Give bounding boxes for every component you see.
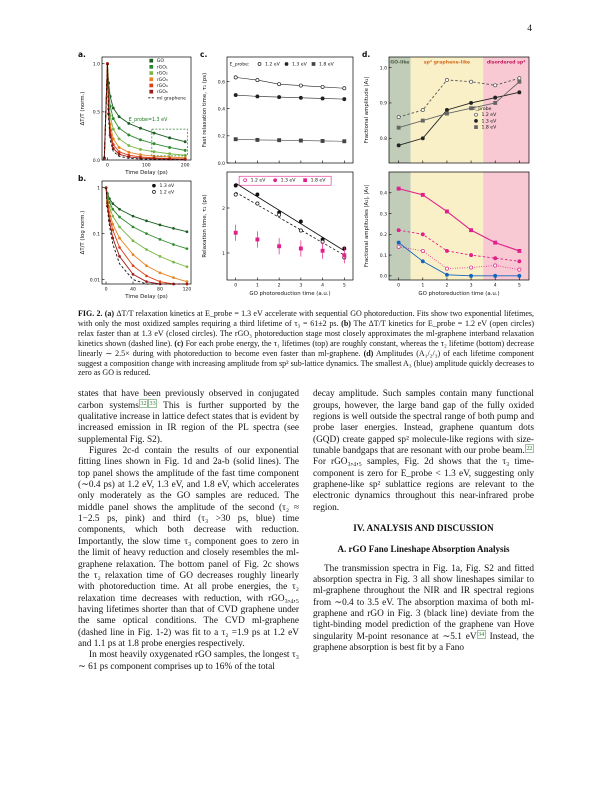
svg-text:1: 1 — [421, 283, 425, 289]
svg-text:Time Delay (ps): Time Delay (ps) — [125, 294, 168, 300]
body-columns — [78, 389, 534, 673]
panel-b — [78, 176, 196, 300]
svg-text:rGO₄: rGO₄ — [156, 83, 168, 89]
chart-c-top — [200, 52, 358, 167]
panel-d-label: d. — [362, 50, 371, 59]
svg-text:0: 0 — [397, 283, 401, 289]
citation-link[interactable]: 22 — [526, 445, 533, 453]
svg-text:0.4: 0.4 — [217, 107, 225, 113]
svg-text:0.0: 0.0 — [379, 274, 387, 280]
left-column — [78, 389, 299, 673]
caption-b-tag: (b) — [341, 318, 351, 328]
svg-text:E_probe=1.3 eV: E_probe=1.3 eV — [128, 117, 168, 123]
caption-a-text: ΔT/T relaxation kinetics at E_probe = 1.3 eV accelerate with sequential GO photoreduction. Fits show two exponential lifetimes, with only the most oxidized samples requiring a third lifetime of τ₃ = 61±2 ps. — [78, 309, 534, 328]
caption-a-tag: (a) — [104, 309, 115, 318]
svg-text:1.3 eV: 1.3 eV — [280, 178, 296, 184]
chart-b — [78, 176, 196, 300]
svg-text:0.6: 0.6 — [217, 80, 225, 86]
panel-a-label: a. — [78, 50, 86, 59]
svg-text:disordered sp²: disordered sp² — [486, 60, 526, 66]
svg-text:100: 100 — [141, 163, 151, 169]
paragraph — [313, 389, 534, 514]
svg-text:Fractional amplitude |A₁|: Fractional amplitude |A₁| — [364, 76, 370, 144]
svg-text:1.0: 1.0 — [379, 66, 387, 72]
svg-text:1.8 eV: 1.8 eV — [481, 125, 497, 131]
svg-text:200: 200 — [180, 163, 190, 169]
svg-text:2: 2 — [277, 283, 281, 289]
svg-text:GO photoreduction time (a.u.): GO photoreduction time (a.u.) — [418, 291, 500, 297]
paragraph — [78, 389, 299, 446]
svg-text:1.0: 1.0 — [92, 62, 100, 68]
svg-text:Time Delay (ps): Time Delay (ps) — [125, 170, 168, 176]
paragraph: Figures 2c-d contain the results of our exponential fitting lines shown in Fig. 1d and 2a-b (solid lines). The top panel shows the amplitude of the fast time component (∼0.4 ps) at 1.2 eV, 1.3 eV, and 1.8 eV, which accelerates only moderately as the GO samples are reduced. The middle panel shows the amplitude of the second (τ₂ ≈ 1−2.5 ps, pink) and third (τ₃ >30 ps, blue) time components, which both decrease with reduction. Importantly, the slow time τ₃ component goes to zero in the limit of heavy reduction and closely resembles the ml-graphene relaxation. The bottom panel of Fig. 2c shows the τ₂ relaxation time of GO decreases roughly linearly with photoreduction time. At all probe energies, the τ₂ relaxation time decreases with reduction, with rGO₃,₄,₅ having lifetimes shorter than that of CVD graphene under the same optical conditions. The CVD ml-graphene (dashed line in Fig. 1-2) was fit to a τ₂ =1.9 ps at 1.2 eV and 1.1 ps at 1.8 probe energies respectively. — [78, 446, 299, 649]
svg-text:80: 80 — [157, 287, 163, 293]
panel-c-label: c. — [200, 50, 208, 59]
paragraph — [313, 564, 534, 655]
svg-text:rGO₂: rGO₂ — [156, 71, 168, 77]
svg-text:GO: GO — [156, 59, 164, 65]
figure-col-d — [362, 52, 534, 300]
svg-text:4: 4 — [493, 283, 497, 289]
figure-col-c — [200, 52, 358, 300]
svg-text:E_probe: E_probe — [473, 107, 492, 112]
svg-text:Fast relaxation time, τ₁ (ps): Fast relaxation time, τ₁ (ps) — [202, 72, 208, 148]
svg-text:1.2 eV: 1.2 eV — [481, 113, 497, 119]
caption-c-text: For each probe energy, the τ₁ lifetimes (top) are roughly constant, whereas the τ₂ lifetime (bottom) decrease linearly ∼ 2.5× during with photoreduction to become even faster than ml-graphene. — [78, 338, 535, 358]
caption-fig-label: FIG. 2. — [78, 309, 103, 318]
svg-text:3: 3 — [469, 283, 473, 289]
svg-text:0.9: 0.9 — [379, 101, 387, 107]
svg-text:5: 5 — [342, 283, 346, 289]
svg-text:0.0: 0.0 — [92, 158, 100, 164]
svg-text:0: 0 — [105, 163, 109, 169]
citation-link[interactable]: 34 — [478, 630, 485, 638]
svg-text:rGO₅: rGO₅ — [156, 90, 168, 96]
svg-text:40: 40 — [130, 287, 136, 293]
svg-text:0: 0 — [104, 287, 108, 293]
svg-text:ΔT/T (log norm.): ΔT/T (log norm.) — [80, 210, 86, 255]
caption-b-text: The ΔT/T kinetics for E_probe = 1.2 eV (open circles) relax faster than at 1.3 eV (closed circles). The rGO₃ photoreduction stage most closely approximates the ml-graphene interband relaxation kinetics shown (dashed line). — [78, 318, 534, 348]
chart-d-top — [362, 52, 534, 167]
paragraph-text: The transmission spectra in Fig. 1a, Fig. S2 and fitted absorption spectra in Fig. 3 all show lineshapes similar to ml-graphene throughout the NIR and IR spectral regions from ∼0.4 to 3.5 eV. The absorption maxima of both ml-graphene and rGO in Fig. 3 (black line) deviate from the tight-binding model prediction of the graphene van Hove singularity M-point resonance at ∼5.1 eV — [313, 563, 534, 642]
paragraph: In most heavily oxygenated rGO samples, the longest τ₃ ∼ 61 ps component comprises up to 16% of the total — [78, 650, 299, 672]
paragraph-text: Instead, the graphene absorption is best fit by a Fano — [313, 631, 534, 654]
section-heading: IV. ANALYSIS AND DISCUSSION — [353, 524, 494, 535]
right-column — [313, 389, 534, 673]
paragraph-text: This is further supported by the qualitative increase in lattice defect states that is evident by increased emission in IR region of the PL spectra (see supplemental Fig. S2). — [78, 400, 300, 445]
figure-col-ab — [78, 52, 196, 300]
svg-text:4: 4 — [321, 283, 325, 289]
svg-text:1: 1 — [222, 251, 225, 257]
svg-text:0.5: 0.5 — [92, 110, 100, 116]
svg-text:E_probe:: E_probe: — [229, 62, 250, 68]
svg-text:1: 1 — [255, 283, 259, 289]
figure-caption — [78, 309, 534, 378]
svg-text:sp² graphene-like: sp² graphene-like — [423, 60, 471, 66]
svg-text:0.01: 0.01 — [89, 278, 100, 284]
svg-text:2: 2 — [222, 206, 225, 212]
svg-text:Fractional amplitudes |A₂|, |A: Fractional amplitudes |A₂|, |A₃| — [364, 184, 370, 268]
chart-c-bottom — [200, 167, 358, 297]
svg-text:rGO₃: rGO₃ — [156, 77, 168, 83]
panel-a — [78, 52, 196, 176]
svg-text:ml graphene: ml graphene — [156, 96, 187, 102]
citation-link[interactable]: 32 — [140, 399, 147, 407]
citation-link[interactable]: 33 — [149, 399, 156, 407]
svg-text:2: 2 — [445, 283, 449, 289]
svg-text:0.1: 0.1 — [92, 232, 100, 238]
svg-text:rGO₁: rGO₁ — [156, 65, 168, 71]
svg-text:120: 120 — [182, 287, 192, 293]
svg-text:1.3 eV: 1.3 eV — [159, 184, 175, 190]
svg-text:1.2 eV: 1.2 eV — [159, 190, 175, 196]
svg-text:0.2: 0.2 — [379, 233, 387, 239]
svg-text:1.2 eV: 1.2 eV — [250, 178, 266, 184]
svg-text:0.2: 0.2 — [217, 134, 225, 140]
svg-text:GO-like: GO-like — [390, 60, 410, 66]
svg-text:Relaxation time, τ₂ (ps): Relaxation time, τ₂ (ps) — [202, 194, 208, 258]
paragraph-text: states that have been previously observed in conjugated carbon systems — [78, 389, 299, 411]
figure-2 — [78, 52, 534, 300]
subsection-heading: A. rGO Fano Lineshape Absorption Analysis — [337, 544, 510, 555]
chart-a — [78, 52, 196, 176]
svg-text:5: 5 — [517, 283, 521, 289]
svg-text:1: 1 — [97, 186, 100, 192]
svg-text:0.4: 0.4 — [379, 191, 387, 197]
svg-text:1.3 eV: 1.3 eV — [292, 62, 307, 68]
svg-text:1.2 eV: 1.2 eV — [265, 62, 280, 68]
svg-text:3: 3 — [299, 283, 303, 289]
svg-text:1.8 eV: 1.8 eV — [319, 62, 334, 68]
svg-text:0.3: 0.3 — [379, 212, 387, 218]
svg-text:0: 0 — [234, 283, 238, 289]
chart-d-bottom — [362, 167, 534, 297]
svg-text:1.3 eV: 1.3 eV — [481, 119, 497, 125]
page-number: 4 — [527, 24, 532, 34]
paragraph-text: For rGO₃,₄,₅ samples, Fig. 2d shows that the τ₃ time-component is zero for E_probe < 1.3 eV, suggesting only graphene-like sp² sublattice regions are relevant to the electronic dynamics throughout this near-infrared probe region. — [313, 457, 534, 513]
panel-b-label: b. — [78, 174, 87, 183]
svg-text:0.0: 0.0 — [217, 161, 225, 167]
caption-c-tag: (c) — [174, 338, 184, 348]
caption-d-text: Amplitudes (A₁/₂/₃) of each lifetime component suggest a composition change with increasing amplitude from sp² sub-lattice dynamics. The smallest A₃ (blue) amplitude quickly decreases to zero as GO is reduced. — [78, 348, 534, 378]
svg-text:ΔT/T (norm.): ΔT/T (norm.) — [80, 91, 86, 126]
svg-text:GO photoreduction time (a.u.): GO photoreduction time (a.u.) — [249, 291, 331, 297]
paragraph-text: decay amplitude. Such samples contain many functional groups, however, the large band gap of the fully oxided regions is well outside the spectral range of both pump and probe laser energies. Instead, graphene quantum dots (GQD) create gapped sp² molecule-like regions with size-tunable bandgaps that are resonant with our probe beam. — [313, 389, 534, 457]
svg-text:0.1: 0.1 — [379, 253, 387, 259]
svg-text:0.8: 0.8 — [379, 137, 387, 143]
svg-text:1.8 eV: 1.8 eV — [310, 178, 326, 184]
caption-d-tag: (d) — [363, 348, 374, 358]
